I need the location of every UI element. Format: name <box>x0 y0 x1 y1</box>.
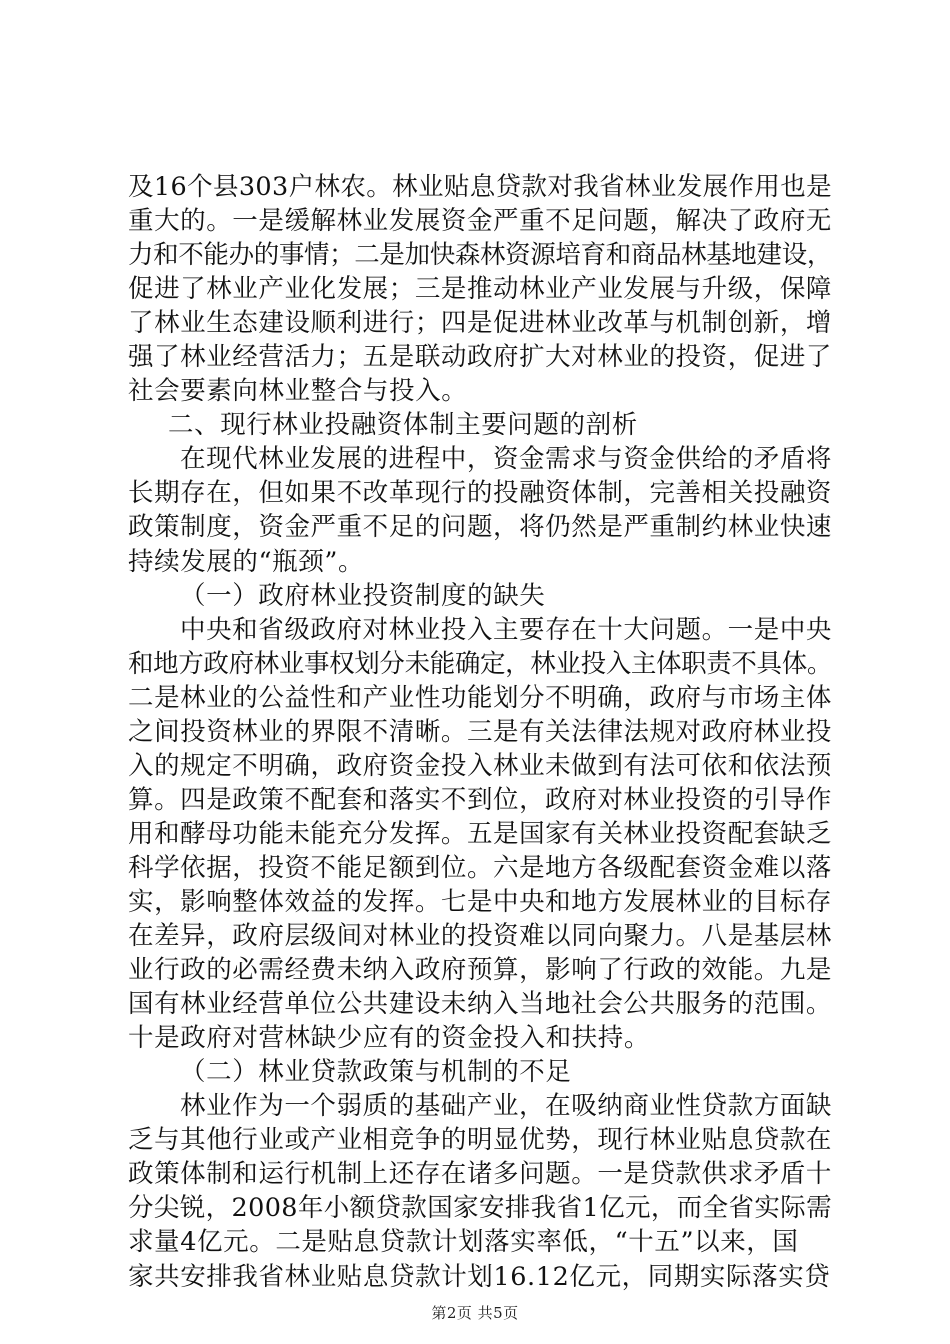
paragraph-line: 求量4亿元。二是贴息贷款计划落实率低，“十五”以来，国 <box>128 1227 799 1258</box>
paragraph-line: 分尖锐，2008年小额贷款国家安排我省1亿元，而全省实际需 <box>128 1193 832 1224</box>
paragraph-line: 强了林业经营活力；五是联动政府扩大对林业的投资，促进了 <box>128 342 832 373</box>
paragraph-line: 在差异，政府层级间对林业的投资难以同向聚力。八是基层林 <box>128 921 832 952</box>
paragraph-line: 持续发展的“瓶颈”。 <box>128 546 365 577</box>
paragraph-line: 在现代林业发展的进程中，资金需求与资金供给的矛盾将 <box>180 444 832 475</box>
paragraph-line: 长期存在，但如果不改革现行的投融资体制，完善相关投融资 <box>128 478 832 509</box>
paragraph-line: 了林业生态建设顺利进行；四是促进林业改革与机制创新，增 <box>128 308 832 339</box>
paragraph-line: 政策制度，资金严重不足的问题，将仍然是严重制约林业快速 <box>128 512 832 543</box>
paragraph-line: 之间投资林业的界限不清晰。三是有关法律法规对政府林业投 <box>128 716 832 747</box>
paragraph-line: 二是林业的公益性和产业性功能划分不明确，政府与市场主体 <box>128 682 832 713</box>
subsection-heading: （一）政府林业投资制度的缺失 <box>180 580 546 611</box>
paragraph-line: 十是政府对营林缺少应有的资金投入和扶持。 <box>128 1023 651 1054</box>
paragraph-line: 和地方政府林业事权划分未能确定，林业投入主体职责不具体。 <box>128 648 832 679</box>
paragraph-line: 及16个县303户林农。林业贴息贷款对我省林业发展作用也是 <box>128 172 832 202</box>
paragraph-line: 国有林业经营单位公共建设未纳入当地社会公共服务的范围。 <box>128 989 832 1020</box>
paragraph-line: 科学依据，投资不能足额到位。六是地方各级配套资金难以落 <box>128 852 832 883</box>
paragraph-line: 用和酵母功能未能充分发挥。五是国家有关林业投资配套缺乏 <box>128 818 832 849</box>
section-heading: 二、现行林业投融资体制主要问题的剖析 <box>168 410 638 441</box>
paragraph-line: 政策体制和运行机制上还存在诸多问题。一是贷款供求矛盾十 <box>128 1159 832 1190</box>
paragraph-line: 家共安排我省林业贴息贷款计划16.12亿元，同期实际落实贷 <box>128 1261 831 1292</box>
paragraph-line: 入的规定不明确，政府资金投入林业未做到有法可依和依法预 <box>128 750 832 781</box>
paragraph-line: 实，影响整体效益的发挥。七是中央和地方发展林业的目标存 <box>128 886 832 917</box>
page-footer: 第2页 共5页 <box>431 1304 519 1322</box>
paragraph-line: 社会要素向林业整合与投入。 <box>128 376 468 407</box>
paragraph-line: 乏与其他行业或产业相竞争的明显优势，现行林业贴息贷款在 <box>128 1125 832 1156</box>
paragraph-line: 力和不能办的事情；二是加快森林资源培育和商品林基地建设， <box>128 240 832 271</box>
paragraph-line: 中央和省级政府对林业投入主要存在十大问题。一是中央 <box>180 614 832 645</box>
paragraph-line: 林业作为一个弱质的基础产业，在吸纳商业性贷款方面缺 <box>180 1091 832 1122</box>
paragraph-line: 重大的。一是缓解林业发展资金严重不足问题，解决了政府无 <box>128 206 832 237</box>
paragraph-line: 促进了林业产业化发展；三是推动林业产业发展与升级，保障 <box>128 274 832 305</box>
paragraph-line: 业行政的必需经费未纳入政府预算，影响了行政的效能。九是 <box>128 955 832 986</box>
document-body <box>128 170 832 1294</box>
subsection-heading: （二）林业贷款政策与机制的不足 <box>180 1057 572 1088</box>
paragraph-line: 算。四是政策不配套和落实不到位，政府对林业投资的引导作 <box>128 784 832 815</box>
